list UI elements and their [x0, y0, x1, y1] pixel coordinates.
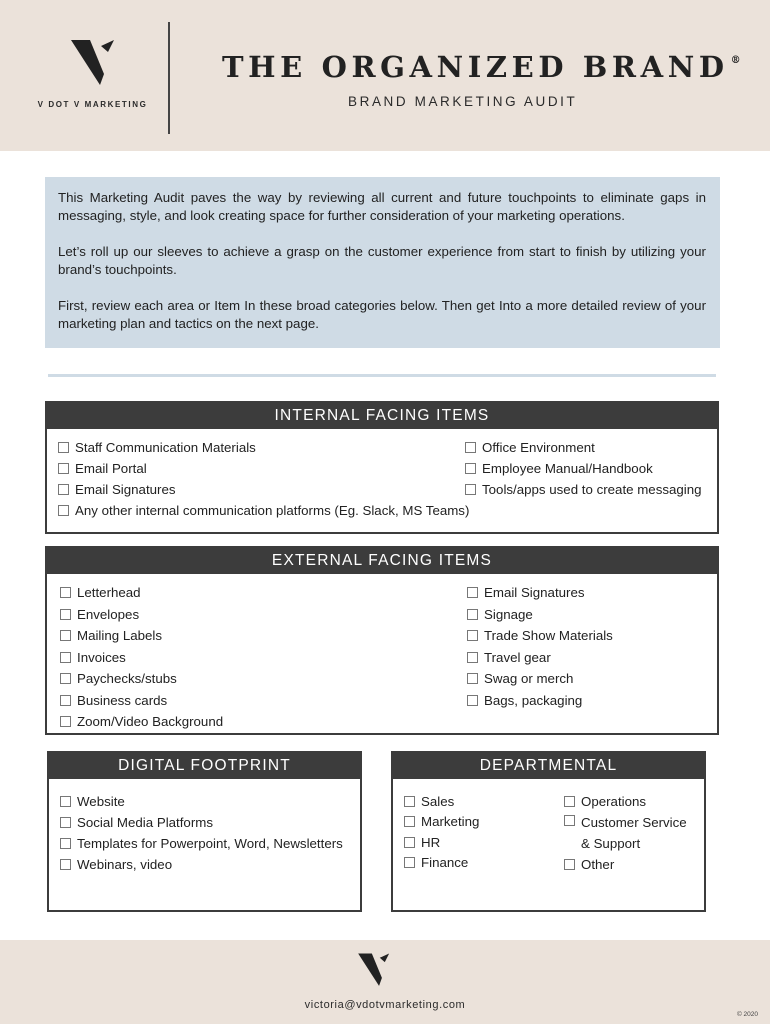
registered-mark: ®: [730, 55, 741, 66]
checkbox[interactable]: [467, 652, 478, 663]
digital-list: [60, 791, 343, 875]
checklist-item[interactable]: [467, 604, 613, 626]
item-label: HR: [421, 834, 441, 850]
checkbox[interactable]: [465, 484, 476, 495]
checkbox[interactable]: [60, 673, 71, 684]
checkbox[interactable]: [404, 857, 415, 868]
item-label: Staff Communication Materials: [75, 440, 256, 455]
item-label: Operations: [581, 794, 647, 809]
checklist-item[interactable]: [60, 833, 343, 854]
item-label: Business cards: [77, 692, 168, 708]
item-label: Website: [77, 794, 125, 809]
checkbox[interactable]: [60, 695, 71, 706]
external-section: [45, 546, 719, 735]
header: [0, 0, 770, 151]
checkbox[interactable]: [467, 673, 478, 684]
item-label: Letterhead: [77, 585, 141, 601]
checkbox[interactable]: [465, 463, 476, 474]
digital-section: [47, 751, 362, 912]
checkbox[interactable]: [564, 796, 575, 807]
departmental-left-list: [404, 791, 479, 873]
checkbox[interactable]: [564, 815, 575, 826]
checkbox[interactable]: [404, 816, 415, 827]
v-logo-icon: [356, 952, 392, 988]
checkbox[interactable]: [467, 695, 478, 706]
internal-section-title: INTERNAL FACING ITEMS: [47, 403, 717, 429]
checklist-item[interactable]: [404, 853, 479, 874]
item-label: Invoices: [77, 649, 126, 665]
internal-section: [45, 401, 719, 534]
brand-name: V DOT V MARKETING: [37, 100, 148, 109]
copyright: © 2020: [736, 1011, 758, 1018]
checklist-item[interactable]: [60, 812, 343, 833]
checkbox[interactable]: [60, 652, 71, 663]
checkbox[interactable]: [467, 609, 478, 620]
item-label: Other: [581, 857, 615, 872]
departmental-section: [391, 751, 706, 912]
item-label: Zoom/Video Background: [77, 714, 224, 730]
checkbox[interactable]: [58, 442, 69, 453]
checkbox[interactable]: [60, 587, 71, 598]
internal-right-list: [465, 437, 702, 500]
checkbox[interactable]: [60, 796, 71, 807]
checklist-item[interactable]: [467, 582, 613, 604]
checklist-item[interactable]: [467, 625, 613, 647]
checklist-item[interactable]: [404, 791, 479, 812]
internal-left-list: [58, 437, 469, 521]
item-label: Mailing Labels: [77, 628, 163, 644]
checklist-item[interactable]: [60, 854, 343, 875]
external-right-list: [467, 582, 613, 711]
external-left-list: [60, 582, 223, 733]
checklist-item[interactable]: [58, 500, 469, 521]
header-divider: [168, 22, 170, 134]
checklist-item[interactable]: [467, 647, 613, 669]
checklist-item[interactable]: [467, 690, 613, 712]
checklist-item[interactable]: [467, 668, 613, 690]
brand-logo: [30, 38, 155, 109]
checkbox[interactable]: [58, 484, 69, 495]
checklist-item[interactable]: [564, 812, 699, 854]
section-divider: [48, 374, 716, 377]
contact-email[interactable]: victoria@vdotvmarketing.com: [304, 999, 466, 1011]
checklist-item[interactable]: [58, 479, 469, 500]
checklist-item[interactable]: [60, 791, 343, 812]
item-label: Tools/apps used to create messaging: [482, 482, 702, 497]
intro-paragraph: This Marketing Audit paves the way by reviewing all current and future touchpoints to eliminate gaps in messaging, style, and look creating space for further consideration of your marketing operations.: [58, 190, 706, 223]
intro-box: [45, 177, 720, 348]
page-title: [222, 50, 741, 84]
checkbox[interactable]: [564, 859, 575, 870]
checklist-item[interactable]: [58, 458, 469, 479]
checkbox[interactable]: [58, 463, 69, 474]
item-label: Email Signatures: [75, 482, 176, 497]
checklist-item[interactable]: [465, 437, 702, 458]
checklist-item[interactable]: [58, 437, 469, 458]
checklist-item[interactable]: [564, 854, 699, 875]
item-label: Email Portal: [75, 461, 147, 476]
item-label: Social Media Platforms: [77, 815, 213, 830]
external-section-title: EXTERNAL FACING ITEMS: [47, 548, 717, 574]
item-label: Swag or merch: [484, 671, 574, 687]
checkbox[interactable]: [60, 609, 71, 620]
checklist-item[interactable]: [404, 832, 479, 853]
item-label: Customer Service & Support: [581, 815, 687, 851]
item-label: Finance: [421, 855, 469, 871]
intro-paragraph: Let’s roll up our sleeves to achieve a grasp on the customer experience from start to finish by utilizing your brand’s touchpoints.: [58, 244, 706, 277]
checklist-item[interactable]: [60, 647, 223, 669]
v-logo-icon: [68, 38, 118, 88]
checkbox[interactable]: [60, 859, 71, 870]
checklist-item[interactable]: [60, 625, 223, 647]
checkbox[interactable]: [60, 630, 71, 641]
item-label: Envelopes: [77, 606, 140, 622]
checkbox[interactable]: [467, 587, 478, 598]
item-label: Office Environment: [482, 440, 595, 455]
item-label: Any other internal communication platforms (Eg. Slack, MS Teams): [75, 503, 470, 518]
footer: [0, 940, 770, 1024]
item-label: Marketing: [421, 814, 480, 830]
item-label: Employee Manual/Handbook: [482, 461, 653, 476]
checkbox[interactable]: [465, 442, 476, 453]
item-label: Sales: [421, 793, 455, 809]
checkbox[interactable]: [60, 817, 71, 828]
checkbox[interactable]: [404, 837, 415, 848]
checklist-item[interactable]: [564, 791, 699, 812]
checkbox[interactable]: [58, 505, 69, 516]
checklist-item[interactable]: [60, 604, 223, 626]
departmental-section-title: DEPARTMENTAL: [393, 753, 704, 779]
item-label: Bags, packaging: [484, 692, 583, 708]
checklist-item[interactable]: [404, 812, 479, 833]
checklist-item[interactable]: [465, 458, 702, 479]
title-text: THE ORGANIZED BRAND: [222, 50, 729, 84]
checklist-item[interactable]: [60, 711, 223, 733]
checkbox[interactable]: [467, 630, 478, 641]
checkbox[interactable]: [404, 796, 415, 807]
page-subtitle: BRAND MARKETING AUDIT: [348, 94, 578, 109]
departmental-right-list: [564, 791, 699, 875]
checklist-item[interactable]: [60, 582, 223, 604]
item-label: Travel gear: [484, 649, 551, 665]
item-label: Trade Show Materials: [484, 628, 613, 644]
item-label: Webinars, video: [77, 857, 173, 872]
item-label: Templates for Powerpoint, Word, Newsletters: [77, 836, 343, 851]
checklist-item[interactable]: [465, 479, 702, 500]
item-label: Paychecks/stubs: [77, 671, 177, 687]
checklist-item[interactable]: [60, 690, 223, 712]
intro-paragraph: First, review each area or Item In these broad categories below. Then get Into a more detailed review of your marketing plan and tactics on the next page.: [58, 298, 706, 331]
checklist-item[interactable]: [60, 668, 223, 690]
item-label: Signage: [484, 606, 533, 622]
checkbox[interactable]: [60, 838, 71, 849]
item-label: Email Signatures: [484, 585, 585, 601]
checkbox[interactable]: [60, 716, 71, 727]
digital-section-title: DIGITAL FOOTPRINT: [49, 753, 360, 779]
